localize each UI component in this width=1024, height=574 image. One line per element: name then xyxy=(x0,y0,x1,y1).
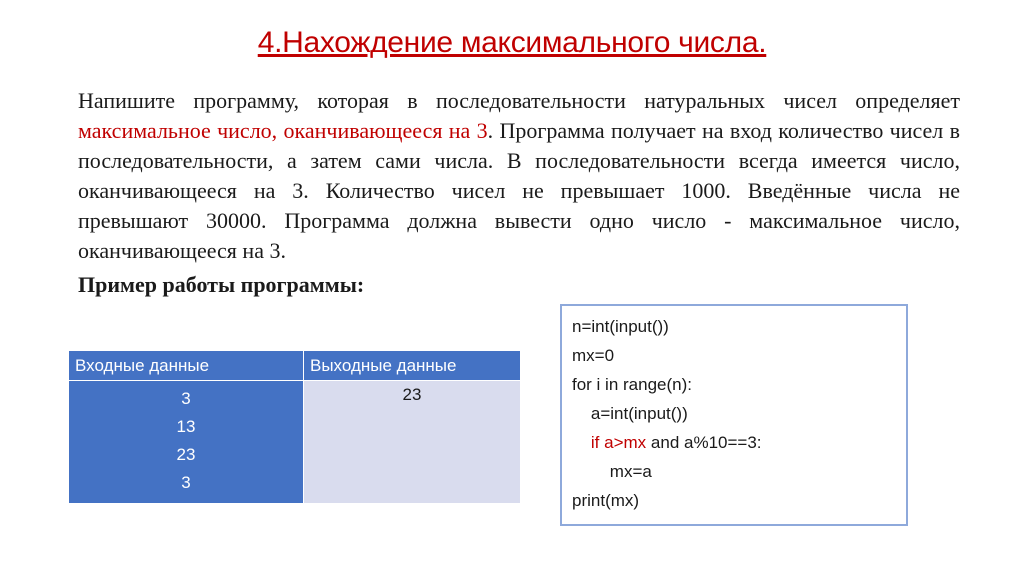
slide-title: 4.Нахождение максимального числа. xyxy=(257,26,767,59)
input-cell xyxy=(69,381,304,504)
task-description xyxy=(78,86,960,266)
example-heading: Пример работы программы: xyxy=(78,272,365,297)
code-condition-rest: and a%10==3: xyxy=(646,433,762,452)
input-line: 3 xyxy=(181,389,191,408)
code-line: mx=0 xyxy=(572,346,615,365)
output-header: Выходные данные xyxy=(304,351,521,381)
code-condition-highlight: if a>mx xyxy=(590,433,647,452)
code-line-condition xyxy=(572,428,896,457)
io-table xyxy=(68,350,521,504)
code-box xyxy=(560,304,908,526)
task-text-part1: Напишите программу, которая в последовательности натуральных чисел определяет xyxy=(78,88,960,113)
code-line: print(mx) xyxy=(572,491,640,510)
code-line: n=int(input()) xyxy=(572,317,669,336)
task-highlight: максимальное число, оканчивающееся на 3 xyxy=(78,118,488,143)
task-text-part2: . Программа получает на вход количество чисел в последовательности, а затем сами числа. В последовательности всегда имеется число, оканчивающееся на 3. Количество чисел не превышает 1000. Введённые числа не превышают 30000. Программа должна вывести одно число - максимальное число, оканчивающееся на 3. xyxy=(78,118,961,263)
input-line: 23 xyxy=(176,445,196,464)
input-header: Входные данные xyxy=(69,351,304,381)
io-table-row xyxy=(69,381,521,504)
code-line: for i in range(n): xyxy=(572,375,692,394)
code-line: mx=a xyxy=(572,462,652,481)
output-cell: 23 xyxy=(304,381,521,504)
code-indent xyxy=(572,433,591,452)
code-line: a=int(input()) xyxy=(572,404,688,423)
input-line: 3 xyxy=(181,473,191,492)
input-line: 13 xyxy=(176,417,196,436)
io-table-header-row xyxy=(69,351,521,381)
